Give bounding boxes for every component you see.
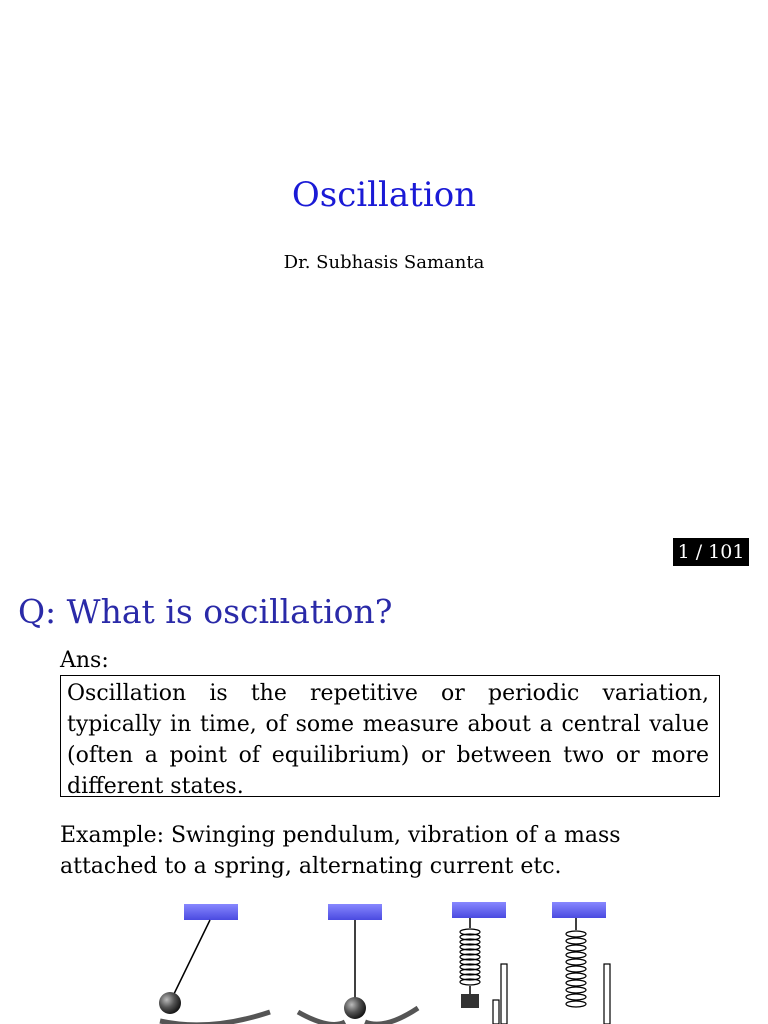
answer-label: Ans: (60, 648, 109, 673)
spring-mass-extended-icon (552, 902, 610, 1024)
pendulum-swinging-icon (159, 904, 270, 1024)
oscillation-illustration (0, 902, 768, 1024)
slide-title: Oscillation (291, 175, 477, 215)
example-line-1: Example: Swinging pendulum, vibration of a mass (60, 823, 621, 848)
content-slide (0, 576, 768, 1024)
example-text (60, 820, 720, 882)
definition-box: Oscillation is the repetitive or periodic variation, typically in time, of some measure about a central value (often a point of equilibrium) or between two or more different states. (60, 675, 720, 797)
question-heading: Q: What is oscillation? (18, 592, 393, 631)
spring-mass-compressed-icon (452, 902, 507, 1024)
page-number-badge: 1 / 101 (673, 538, 749, 566)
pendulum-rest-icon (298, 904, 418, 1024)
example-line-2: attached to a spring, alternating current etc. (60, 854, 562, 879)
slide-author: Dr. Subhasis Samanta (283, 252, 485, 273)
